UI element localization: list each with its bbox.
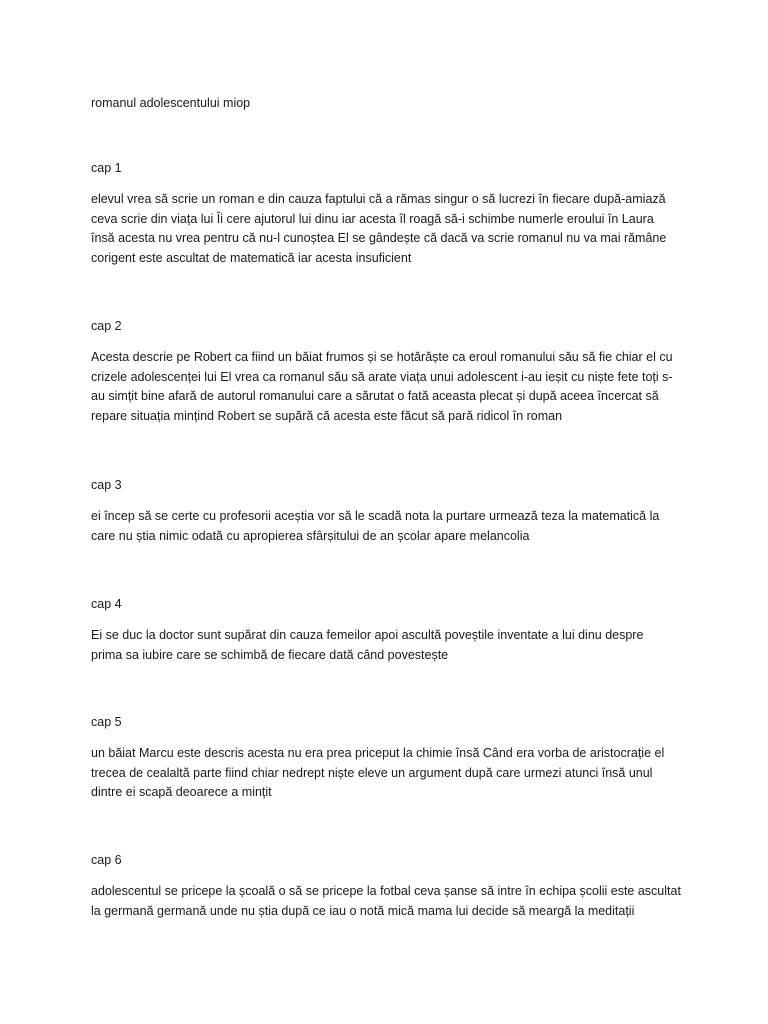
chapter-text [91, 507, 691, 546]
chapter-heading: cap 6 [91, 853, 122, 867]
chapter-1 [91, 158, 691, 269]
text-line: Ei se duc la doctor sunt supărat din cauza femeilor apoi ascultă poveștile inventate a lui dinu despre [91, 628, 644, 642]
text-line: au simțit bine afară de autorul romanului care a sărutat o fată aceasta plecat și după aceea încercat să [91, 389, 659, 404]
chapter-heading: cap 3 [91, 478, 122, 492]
text-line: elevul vrea să scrie un roman e din cauza faptului că a rămas singur o să lucrezi în fiecare după-amiază [91, 192, 666, 206]
chapter-4 [91, 594, 691, 665]
chapter-text [91, 744, 691, 803]
chapter-5 [91, 712, 691, 803]
chapter-text [91, 626, 691, 665]
text-line: la germană germană unde nu știa după ce iau o notă mică mama lui decide să meargă la meditații [91, 903, 635, 918]
text-line: prima sa iubire care se schimbă de fiecare dată când povestește [91, 647, 449, 662]
chapter-text [91, 348, 691, 427]
chapter-6 [91, 850, 691, 921]
text-line: repare situația mințind Robert se supără că acesta este făcut să pară ridicol în roman [91, 409, 563, 424]
text-line: crizele adolescenței lui El vrea ca romanul său să arate viața unui adolescent i-au ieșit cu niște fete toți s- [91, 369, 673, 384]
text-line: adolescentul se pricepe la școală o să se pricepe la fotbal ceva șanse să intre în echipa școlii este ascultat [91, 884, 681, 898]
text-line: dintre ei scapă deoarece a mințit [91, 785, 272, 800]
chapter-text [91, 190, 691, 269]
document-title: romanul adolescentului miop [91, 96, 251, 110]
chapter-text [91, 882, 691, 921]
chapter-heading: cap 5 [91, 715, 122, 729]
text-line: care nu știa nimic odată cu apropierea sfârșitului de an școlar apare melancolia [91, 528, 530, 543]
text-line: un băiat Marcu este descris acesta nu era prea priceput la chimie însă Când era vorba de aristocrație el [91, 746, 665, 760]
chapter-heading: cap 1 [91, 161, 122, 175]
chapter-2 [91, 316, 691, 427]
text-line: corigent este ascultat de matematică iar acesta insuficient [91, 251, 412, 266]
text-line: trecea de cealaltă parte fiind chiar nedrept niște eleve un argument după care urmezi atunci însă unul [91, 765, 653, 780]
text-line: ei încep să se certe cu profesorii aceștia vor să le scadă nota la purtare urmează teza la matematică la [91, 509, 660, 523]
text-line: ceva scrie din viața lui Îi cere ajutorul lui dinu iar acesta îl roagă să-i schimbe numerle eroului în Laura [91, 211, 654, 226]
text-line: însă acesta nu vrea pentru că nu-l cunoștea El se gândește că dacă va scrie romanul nu va mai rămâne [91, 231, 667, 246]
text-line: Acesta descrie pe Robert ca fiind un băiat frumos și se hotărăște ca eroul romanului său să fie chiar el cu [91, 350, 673, 364]
chapter-3 [91, 475, 691, 546]
chapter-heading: cap 4 [91, 597, 122, 611]
chapter-heading: cap 2 [91, 319, 122, 333]
